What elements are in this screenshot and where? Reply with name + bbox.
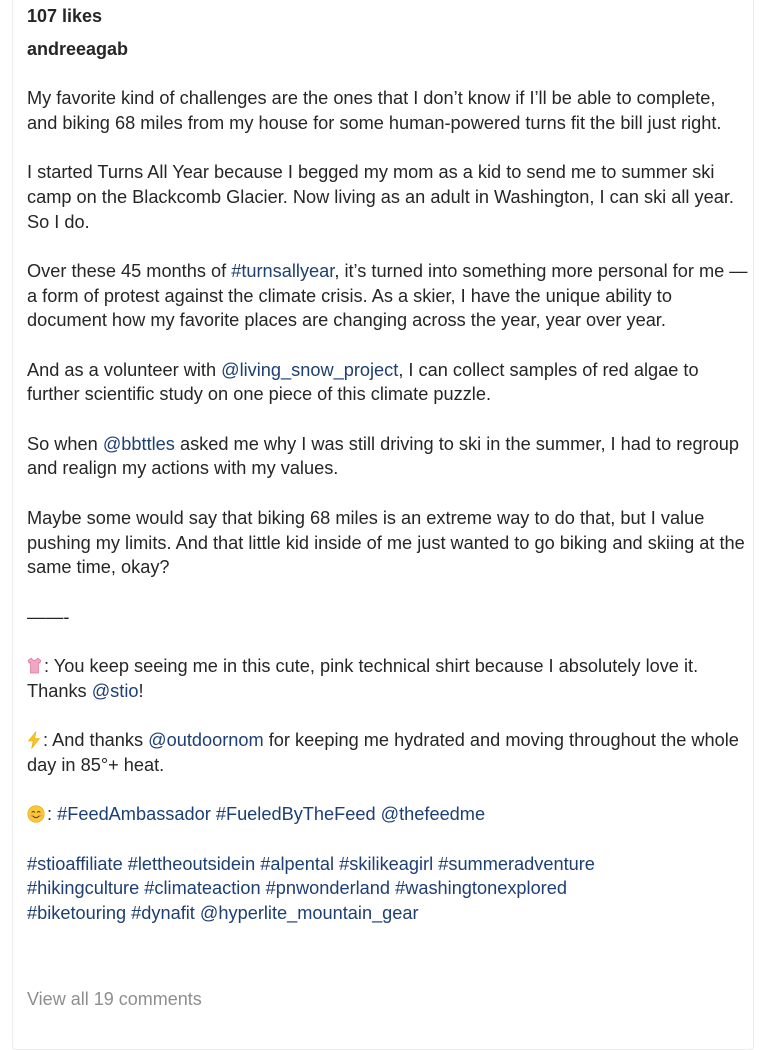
- hashtag-link[interactable]: #dynafit: [131, 903, 195, 924]
- caption-paragraph: [27, 728, 749, 777]
- caption-paragraph: [27, 358, 749, 407]
- caption-text: , it’s turned into something more personal for me — a form of protest against the climate crisis. As a skier, I have the unique ability to document how my favorite places are changing across the year, year over year.: [27, 260, 748, 331]
- caption-paragraph: [27, 259, 749, 333]
- likes-count[interactable]: 107 likes: [27, 6, 103, 26]
- hashtag-link[interactable]: #skilikeagirl: [339, 853, 434, 874]
- smiling-face-icon: [27, 805, 45, 823]
- caption-text: :: [47, 804, 58, 825]
- hashtag-link[interactable]: #hikingculture: [27, 878, 140, 899]
- mention-link[interactable]: @bbttles: [102, 433, 175, 454]
- view-all-comments-link[interactable]: View all 19 comments: [27, 989, 202, 1009]
- hashtag-link[interactable]: #alpental: [260, 853, 335, 874]
- caption-divider: ——-: [27, 606, 70, 627]
- hashtag-link[interactable]: #pnwonderland: [265, 878, 391, 899]
- caption-text: asked me why I was still driving to ski in the summer, I had to regroup and realign my actions with my values.: [27, 433, 739, 479]
- hashtag-link[interactable]: #FueledByTheFeed: [215, 804, 376, 825]
- hashtag-link[interactable]: #stioaffiliate: [27, 853, 123, 874]
- caption-text: Over these 45 months of: [27, 260, 232, 281]
- caption-hashtags: [27, 852, 749, 926]
- caption-text: : And thanks: [43, 730, 149, 751]
- caption-paragraph: [27, 432, 749, 481]
- caption-paragraph: [27, 802, 749, 827]
- caption-text: , I can collect samples of red algae to further scientific study on one piece of this climate puzzle.: [27, 359, 699, 405]
- hashtag-link[interactable]: #FeedAmbassador: [57, 804, 211, 825]
- caption-paragraph: I started Turns All Year because I begged my mom as a kid to send me to summer ski camp on the Blackcomb Glacier. Now living as an adult in Washington, I can ski all year. So I do.: [27, 162, 734, 232]
- caption-paragraph: Maybe some would say that biking 68 miles is an extreme way to do that, but I value pushing my limits. And that little kid inside of me just wanted to go biking and skiing at the same time, okay?: [27, 507, 745, 578]
- caption-paragraph: My favorite kind of challenges are the ones that I don’t know if I’ll be able to complete, and biking 68 miles from my house for some human-powered turns fit the bill just right.: [27, 88, 722, 133]
- caption-text: : You keep seeing me in this cute, pink technical shirt because I absolutely love it. Thanks: [27, 656, 699, 701]
- caption-paragraph: [27, 654, 749, 703]
- mention-link[interactable]: @outdoornom: [148, 730, 264, 751]
- mention-link[interactable]: @hyperlite_mountain_gear: [199, 903, 419, 924]
- high-voltage-icon: [27, 731, 41, 749]
- hashtag-link[interactable]: #summeradventure: [438, 853, 595, 874]
- hashtag-link[interactable]: #lettheoutsidein: [127, 853, 256, 874]
- mention-link[interactable]: @stio: [91, 680, 139, 701]
- mention-link[interactable]: @living_snow_project: [221, 359, 399, 380]
- hashtag-link[interactable]: #climateaction: [144, 878, 261, 899]
- hashtag-link[interactable]: #turnsallyear: [231, 260, 335, 281]
- caption-text: And as a volunteer with: [27, 359, 222, 380]
- post-caption: [27, 86, 749, 926]
- caption-text: So when: [27, 433, 103, 454]
- hashtag-link[interactable]: #biketouring: [27, 903, 127, 924]
- mention-link[interactable]: @thefeedme: [380, 804, 486, 825]
- post-username[interactable]: andreeagab: [27, 39, 129, 59]
- caption-text: !: [138, 680, 144, 701]
- hashtag-link[interactable]: #washingtonexplored: [395, 878, 567, 899]
- shirt-icon: [27, 657, 42, 674]
- caption-text: for keeping me hydrated and moving throughout the whole day in 85°+ heat.: [27, 730, 739, 775]
